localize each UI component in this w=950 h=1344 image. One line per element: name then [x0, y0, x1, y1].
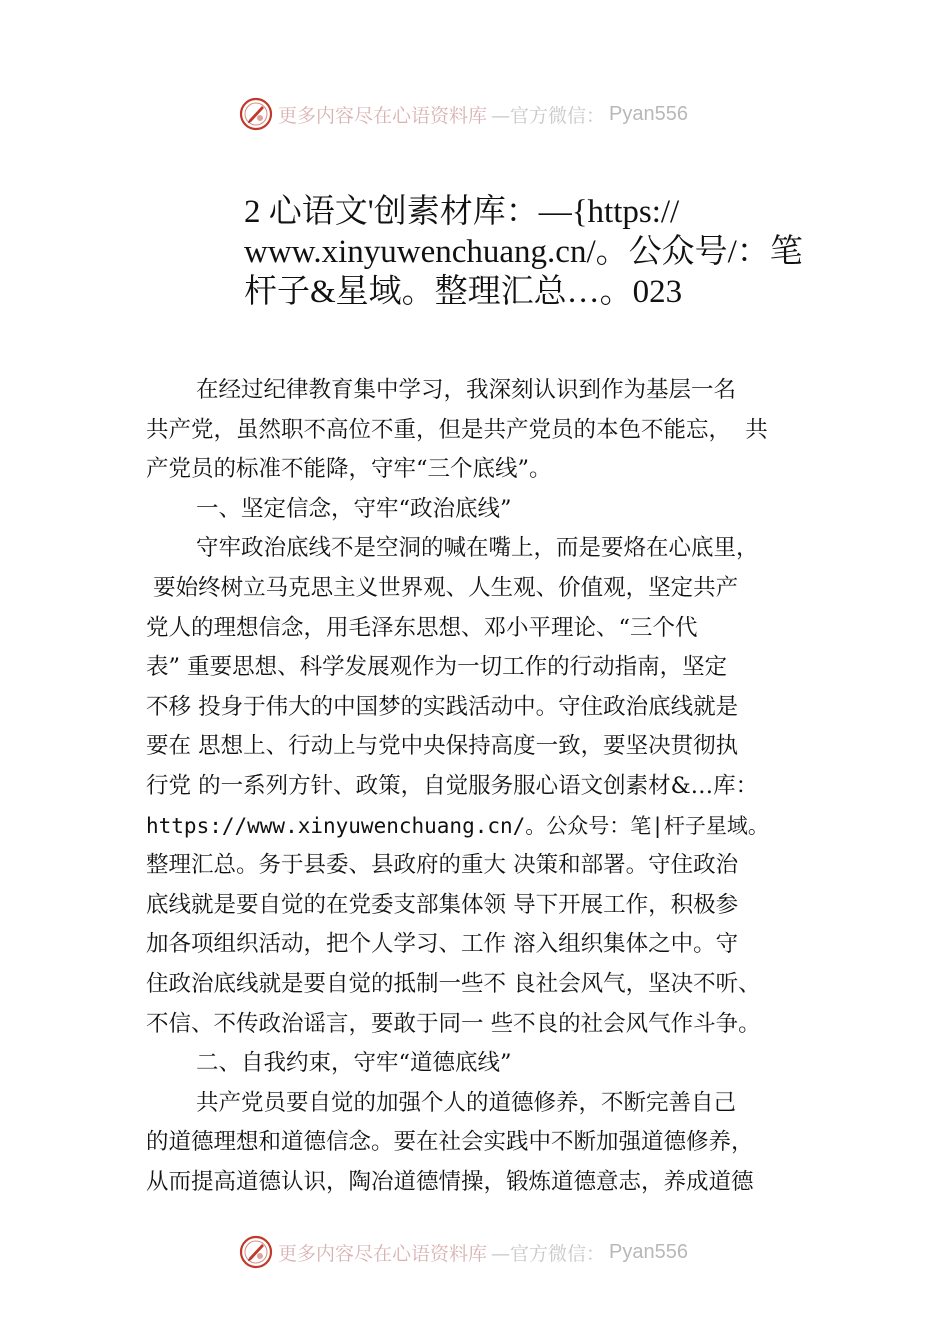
body-line: 守牢政治底线不是空洞的喊在嘴上，而是要烙在心底里， — [196, 535, 759, 562]
seal-logo-icon — [238, 1234, 274, 1270]
title-line: 杆子&星域。整理汇总…。023 — [244, 274, 683, 310]
body-line: 党人的理想信念，用毛泽东思想、邓小平理论、“三个代 — [146, 614, 698, 641]
body-line: 住政治底线就是要自觉的抵制一些不 良社会风气，坚决不听、 — [146, 970, 761, 997]
title-line: 2 心语文'创素材库：—{https:// — [244, 194, 680, 230]
header-banner — [238, 94, 688, 134]
body-line: 的道德理想和道德信念。要在社会实践中不断加强道德修养， — [146, 1129, 754, 1156]
body-line: 表” 重要思想、科学发展观作为一切工作的行动指南，坚定 — [146, 654, 728, 681]
document-title — [244, 192, 944, 312]
body-line: 行党 的一系列方针、政策，自觉服务服心语文创素材&…库： — [146, 772, 759, 799]
body-line: 在经过纪律教育集中学习，我深刻认识到作为基层一名 — [196, 377, 737, 403]
banner-text: 更多内容尽在心语资料库 — [278, 104, 488, 127]
title-line: www.xinyuwenchuang.cn/。公众号/：笔 — [244, 234, 803, 270]
banner-wechat-id: Pyan556 — [609, 102, 688, 125]
banner-separator: —官方微信： — [491, 1242, 606, 1265]
banner-text: 更多内容尽在心语资料库 — [278, 1242, 488, 1265]
footer-banner — [238, 1232, 688, 1272]
banner-wechat-id: Pyan556 — [609, 1240, 688, 1263]
body-line: 要始终树立马克思主义世界观、人生观、价值观，坚定共产 — [146, 574, 739, 601]
banner-separator: —官方微信： — [491, 104, 606, 127]
body-line: 共产党，虽然职不高位不重，但是共产党员的本色不能忘， 共 — [146, 416, 768, 443]
body-line: 底线就是要自觉的在党委支部集体领 导下开展工作，积极参 — [146, 891, 739, 918]
body-line: 产党员的标准不能降，守牢“三个底线”。 — [146, 456, 552, 483]
body-line: 从而提高道德认识，陶冶道德情操，锻炼道德意志，养成道德 — [146, 1168, 754, 1195]
document-body — [146, 371, 846, 1202]
body-line: 不移 投身于伟大的中国梦的实践活动中。守住政治底线就是 — [146, 693, 739, 720]
body-line: 整理汇总。务于县委、县政府的重大 决策和部署。守住政治 — [146, 852, 739, 879]
body-line: https://www.xinyuwenchuang.cn/。公众号：笔|杆子星域。 — [146, 813, 769, 838]
body-line: 一、坚定信念，守牢“政治底线” — [196, 495, 512, 522]
body-line: 要在 思想上、行动上与党中央保持高度一致，要坚决贯彻执 — [146, 733, 739, 760]
body-line: 共产党员要自觉的加强个人的道德修养，不断完善自己 — [196, 1089, 737, 1116]
body-line: 加各项组织活动，把个人学习、工作 溶入组织集体之中。守 — [146, 931, 739, 958]
body-line: 不信、不传政治谣言，要敢于同一 些不良的社会风气作斗争。 — [146, 1010, 761, 1037]
body-line: 二、自我约束，守牢“道德底线” — [196, 1050, 512, 1077]
seal-logo-icon — [238, 96, 274, 132]
